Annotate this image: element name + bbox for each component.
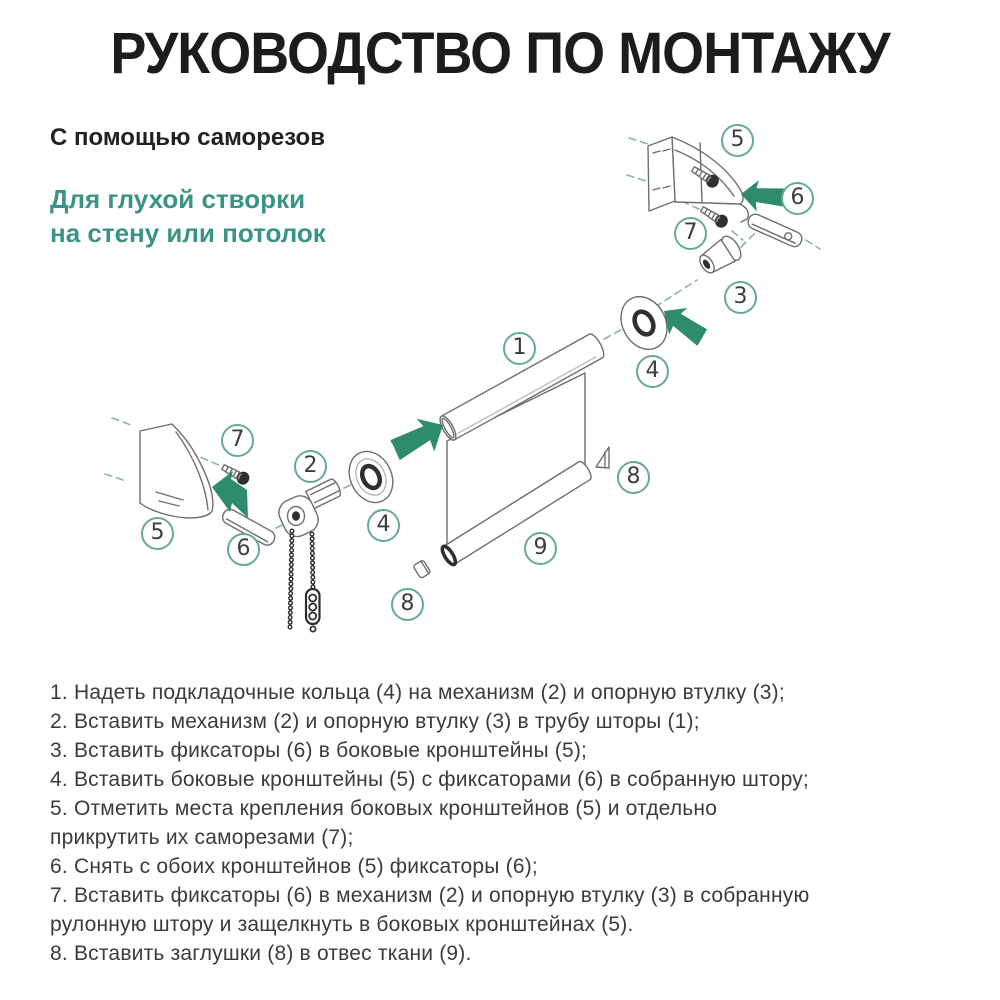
callout-ring-left: 4 [367,509,400,542]
chain-mechanism [275,478,343,632]
backing-ring-left [341,444,401,510]
callout-fixator-top: 6 [781,182,814,215]
bracket-left [140,424,213,518]
subtitle-screws: С помощью саморезов [50,124,325,151]
instructions-list [50,678,980,968]
callout-plug-right: 8 [617,461,650,494]
callout-screw-left: 7 [221,424,254,457]
plug-left [413,560,431,579]
instruction-item: 8. Вставить заглушки (8) в отвес ткани (9). [50,942,472,965]
page-title: РУКОВОДСТВО ПО МОНТАЖУ [110,21,890,86]
instruction-item: 5. Отметить места крепления боковых кронштейнов (5) и отдельно прикрутить их саморезами (7); [50,797,718,849]
instruction-item: 2. Вставить механизм (2) и опорную втулку (3) в трубу шторы (1); [50,710,700,733]
callout-screws-top: 7 [674,217,707,250]
instruction-item: 1. Надеть подкладочные кольца (4) на механизм (2) и опорную втулку (3); [50,681,785,704]
instruction-item: 6. Снять с обоих кронштейнов (5) фиксаторы (6); [50,855,538,878]
callout-bracket-left: 5 [141,517,174,550]
callout-plug-left: 8 [391,588,424,621]
instruction-item: 7. Вставить фиксаторы (6) в механизм (2) и опорную втулку (3) в собранную рулонную штору и защелкнуть в боковых кронштейнах (5). [50,884,810,936]
mount-type-line1: Для глухой створки [50,184,306,214]
callout-tube: 1 [503,332,536,365]
callout-bracket-top: 5 [721,124,754,157]
mount-type-line2: на стену или потолок [50,218,326,248]
callout-weight-bar: 9 [524,532,557,565]
instruction-item: 3. Вставить фиксаторы (6) в боковые кронштейны (5); [50,739,588,762]
callout-mechanism: 2 [294,450,327,483]
callout-ring-right: 4 [636,355,669,388]
plug-right [596,447,609,468]
callout-fixator-left: 6 [227,533,260,566]
instruction-item: 4. Вставить боковые кронштейны (5) с фиксаторами (6) в собранную штору; [50,768,809,791]
fixator-strip-top [746,212,804,249]
callout-bushing: 3 [724,281,757,314]
